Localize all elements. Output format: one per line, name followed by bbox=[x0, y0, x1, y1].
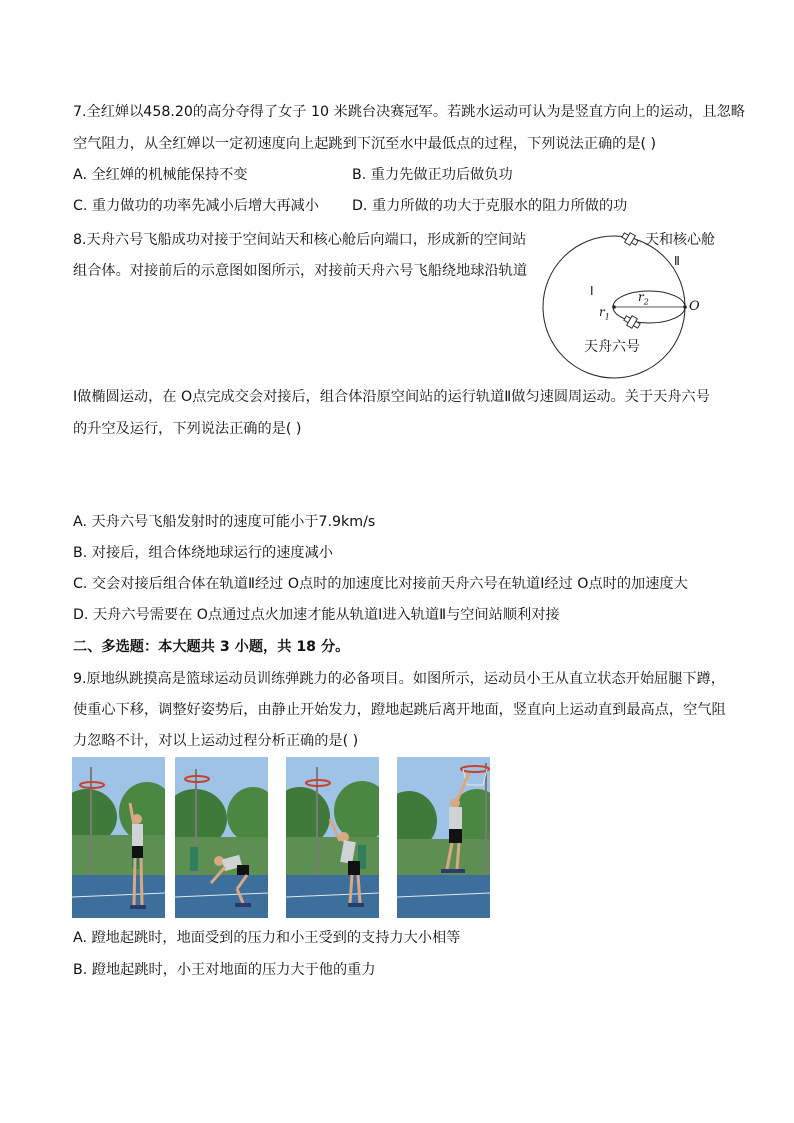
earth-center-dot bbox=[612, 305, 616, 309]
q7-option-a: A. 全红婵的机械能保持不变 bbox=[73, 167, 248, 183]
q9-stem-line3: 力忽略不计，对以上运动过程分析正确的是( ) bbox=[73, 733, 359, 749]
q9-stem-line2: 使重心下移，调整好姿势后，由静止开始发力，蹬地起跳后离开地面，竖直向上运动直到最高点，空气阻 bbox=[73, 702, 726, 718]
label-tianhe: 天和核心舱 bbox=[645, 232, 715, 248]
tianhe-module-icon bbox=[620, 230, 639, 248]
photo-peak bbox=[397, 757, 490, 918]
q7-option-d: D. 重力所做的功大于克服水的阻力所做的功 bbox=[352, 198, 628, 214]
jump-photo-sequence bbox=[72, 757, 496, 919]
label-orbit-1: Ⅰ bbox=[590, 284, 594, 298]
photo-standing bbox=[72, 757, 165, 918]
q7-option-c: C. 重力做功的功率先减小后增大再减小 bbox=[73, 198, 319, 214]
q8-option-a: A. 天舟六号飞船发射时的速度可能小于7.9km/s bbox=[73, 514, 376, 530]
q7-option-b: B. 重力先做正功后做负功 bbox=[352, 167, 513, 183]
q9-stem-line1: 9.原地纵跳摸高是篮球运动员训练弹跳力的必备项目。如图所示，运动员小王从直立状态开始屈腿下蹲， bbox=[73, 671, 725, 687]
photo-rising bbox=[286, 757, 379, 918]
q9-option-b: B. 蹬地起跳时，小王对地面的压力大于他的重力 bbox=[73, 962, 376, 978]
section-2-heading: 二、多选题：本大题共 3 小题，共 18 分。 bbox=[73, 639, 350, 655]
label-r1: $r_1$ bbox=[599, 305, 610, 322]
label-point-o: O bbox=[689, 299, 700, 314]
point-o-dot bbox=[683, 305, 687, 309]
q8-stem-line3: Ⅰ做椭圆运动，在 O点完成交会对接后，组合体沿原空间站的运行轨道Ⅱ做匀速圆周运动。关于天舟六号 bbox=[73, 389, 710, 405]
label-orbit-2: Ⅱ bbox=[674, 254, 680, 268]
q8-option-b: B. 对接后，组合体绕地球运行的速度减小 bbox=[73, 545, 333, 561]
photo-squatting bbox=[175, 757, 268, 918]
q8-stem-line2: 组合体。对接前后的示意图如图所示，对接前天舟六号飞船绕地球沿轨道 bbox=[73, 263, 528, 279]
orbit-diagram bbox=[536, 226, 766, 382]
q7-stem-line2: 空气阻力，从全红婵以一定初速度向上起跳到下沉至水中最低点的过程，下列说法正确的是( ) bbox=[73, 136, 657, 152]
label-r2: $r_2$ bbox=[638, 290, 649, 307]
q8-stem-line4: 的升空及运行，下列说法正确的是( ) bbox=[73, 421, 302, 437]
q9-option-a: A. 蹬地起跳时，地面受到的压力和小王受到的支持力大小相等 bbox=[73, 930, 461, 946]
q8-option-d: D. 天舟六号需要在 O点通过点火加速才能从轨道Ⅰ进入轨道Ⅱ与空间站顺利对接 bbox=[73, 607, 560, 623]
label-tianzhou: 天舟六号 bbox=[584, 339, 640, 355]
q8-option-c: C. 交会对接后组合体在轨道Ⅱ经过 O点时的加速度比对接前天舟六号在轨道Ⅰ经过 O点时的加速度大 bbox=[73, 576, 688, 592]
q7-stem-line1: 7.全红婵以458.20的高分夺得了女子 10 米跳台决赛冠军。若跳水运动可认为是竖直方向上的运动，且忽略 bbox=[73, 104, 745, 120]
q8-stem-line1: 8.天舟六号飞船成功对接于空间站天和核心舱后向端口，形成新的空间站 bbox=[73, 232, 527, 248]
